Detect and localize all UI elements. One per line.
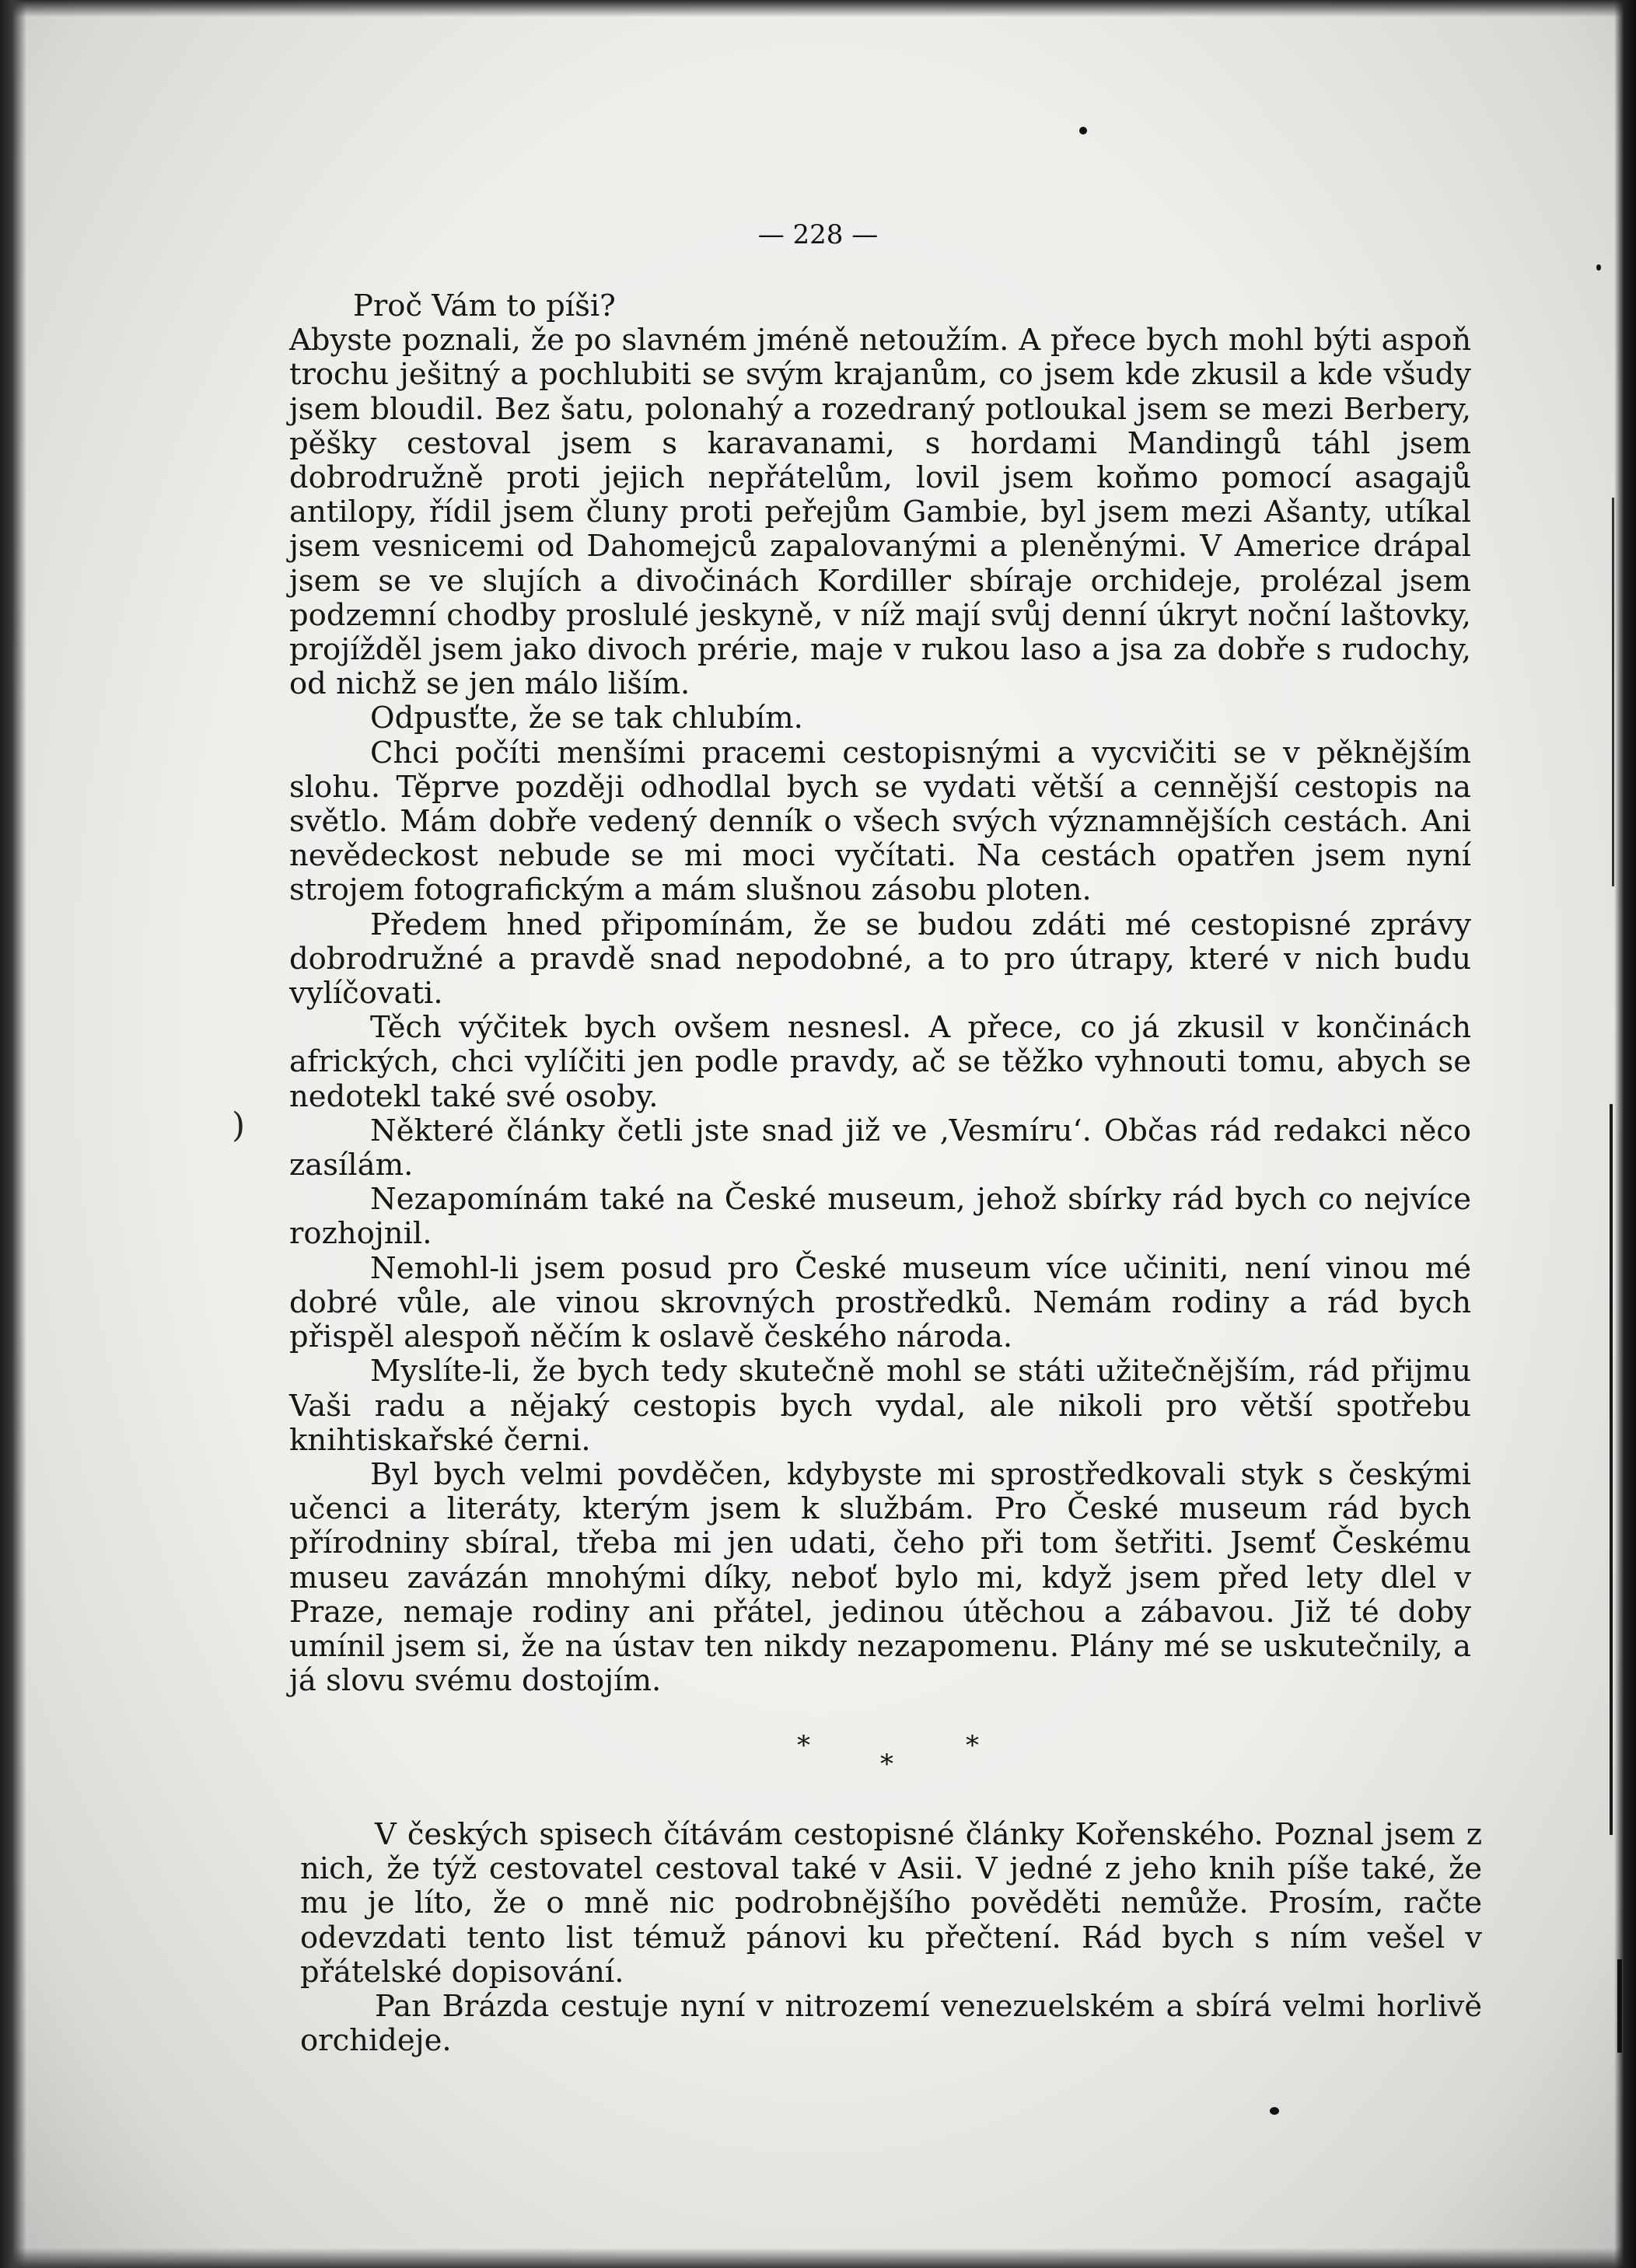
ink-speck — [1596, 264, 1601, 271]
paragraph: Byl bych velmi povděčen, kdybyste mi sprostředkovali styk s českými učenci a literáty, kterým jsem k službám. Pro České museum rád bych přírodniny sbíral, třeba mi jen udati, čeho při tom šetřiti. Jsemť Českému museu zavázán mnohými díky, neboť bylo mi, když jsem před lety dlel v Praze, nemaje rodiny ani přátel, jedinou útěchou a zábavou. Již té doby umínil jsem si, že na ústav ten nikdy nezapomenu. Plány mé se uskutečnily, a já slovu svému dostojím. — [289, 1456, 1471, 1699]
scan-edge-top — [0, 0, 1636, 17]
paragraph: Abyste poznali, že po slavném jméně netoužím. A přece bych mohl býti aspoň trochu ješitný a pochlubiti se svým krajanům, co jsem kde zkusil a kde všudy jsem bloudil. Bez šatu, polonahý a rozedraný potloukal jsem se mezi Berbery, pěšky cestoval jsem s karavanami, s hordami Mandingů táhl jsem dobrodružně proti jejich nepřátelům, lovil jsem koňmo pomocí asagajů antilopy, řídil jsem čluny proti peřejům Gambie, byl jsem mezi Ašanty, utíkal jsem vesnicemi od Dahomejců zapalovanými a pleněnými. V Americe drápal jsem se ve slujích a divočinách Kordiller sbíraje orchideje, prolézal jsem podzemní chodby proslulé jeskyně, v níž mají svůj denní úkryt noční laštovky, projížděl jsem jako divoch prérie, maje v rukou laso a jsa za dobře s rudochy, od nichž se jen málo liším. — [289, 323, 1471, 702]
asterisk-ornament: * — [880, 1749, 893, 1780]
paragraph: Těch výčitek bych ovšem nesnesl. A přece, co já zkusil v končinách afrických, chci vylíčiti jen podle pravdy, ač se těžko vyhnouti tomu, abych se nedotekl také své osoby. — [289, 1010, 1471, 1114]
paragraph: Odpusťte, že se tak chlubím. — [370, 701, 803, 736]
paragraph: Proč Vám to píši? — [353, 288, 616, 323]
paragraph: Nemohl-li jsem posud pro České museum více učiniti, není vinou mé dobré vůle, ale vinou skrovných prostředků. Nemám rodiny a rád bych přispěl alespoň něčím k oslavě českého národa. — [289, 1250, 1471, 1355]
paragraph: Pan Brázda cestuje nyní v nitrozemí venezuelském a sbírá velmi horlivě orchideje. — [300, 1989, 1482, 2059]
postscript-text — [300, 1818, 1482, 2058]
page-number: — 228 — — [757, 219, 879, 250]
asterisk-ornament: * — [797, 1730, 810, 1761]
ink-speck — [1270, 2107, 1279, 2115]
margin-line-mark — [1612, 498, 1614, 886]
paragraph: Některé články četli jste snad již ve ‚Vesmíru‘. Občas rád redakci něco zasílám. — [289, 1113, 1471, 1183]
margin-line-mark — [1617, 1959, 1622, 2053]
ink-speck — [1079, 127, 1087, 135]
main-text — [289, 289, 1471, 1698]
scan-edge-bottom — [0, 2248, 1636, 2268]
margin-line-mark — [1610, 1104, 1613, 1835]
paragraph: Předem hned připomínám, že se budou zdáti mé cestopisné zprávy dobrodružné a pravdě snad nepodobné, a to pro útrapy, které v nich budu vylíčovati. — [289, 907, 1471, 1012]
section-break — [0, 1732, 1636, 1787]
paragraph: V českých spisech čítávám cestopisné články Kořenského. Poznal jsem z nich, že týž cestovatel cestoval také v Asii. V jedné z jeho knih píše také, že mu je líto, že o mně nic podrobnějšího pověděti nemůže. Prosím, račte odevzdati tento list témuž pánovi ku přečtení. Rád bych s ním vešel v přátelské dopisování. — [300, 1817, 1482, 1990]
scan-edge-right — [1614, 0, 1636, 2268]
scan-edge-left — [0, 0, 26, 2268]
asterisk-ornament: * — [966, 1730, 979, 1761]
margin-bracket-mark: ) — [232, 1106, 246, 1145]
paragraph: Nezapomínám také na České museum, jehož sbírky rád bych co nejvíce rozhojnil. — [289, 1182, 1471, 1252]
paragraph: Chci počíti menšími pracemi cestopisnými a vycvičiti se v pěknějším slohu. Těprve později odhodlal bych se vydati větší a cennější cestopis na světlo. Mám dobře vedený denník o všech svých významnějších cestách. Ani nevědeckost nebude se mi moci vyčítati. Na cestách opatřen jsem nyní strojem fotografickým a mám slušnou zásobu ploten. — [289, 735, 1471, 908]
paragraph: Myslíte-li, že bych tedy skutečně mohl se státi užitečnějším, rád přijmu Vaši radu a nějaký cestopis bych vydal, ale nikoli pro větší spotřebu knihtiskařské černi. — [289, 1354, 1471, 1458]
